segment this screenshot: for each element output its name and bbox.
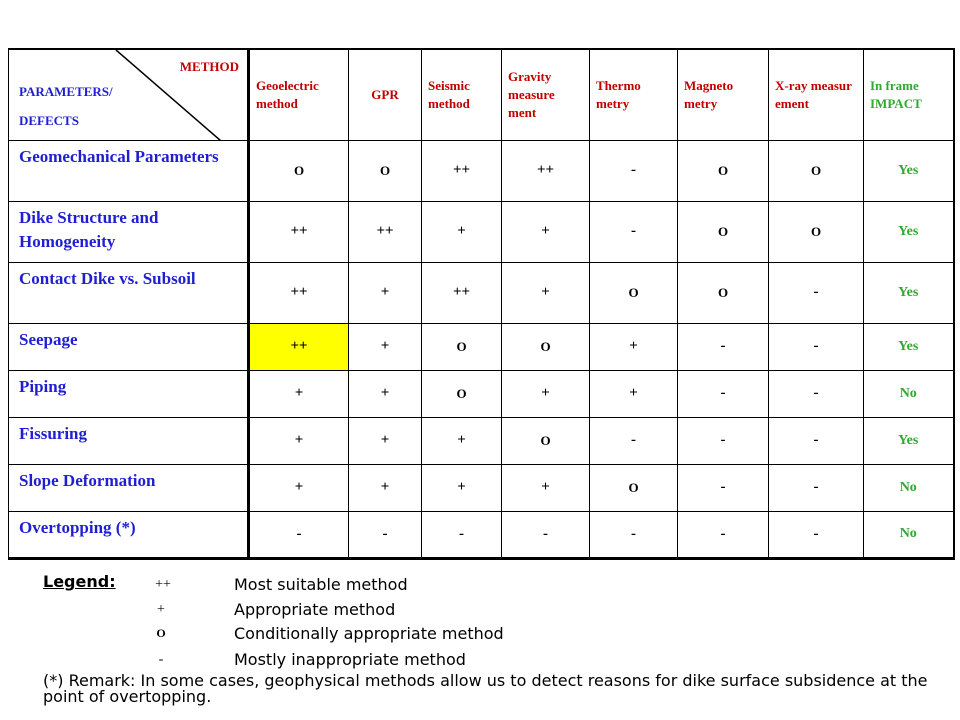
rating-cell: - — [422, 511, 502, 558]
rating-cell: O — [678, 201, 769, 262]
rating-cell: + — [349, 370, 422, 417]
rating-cell: + — [502, 464, 590, 511]
rating-cell: ++ — [422, 140, 502, 201]
rating-cell: O — [502, 417, 590, 464]
row-label: Piping — [9, 370, 249, 417]
table-row — [9, 511, 954, 558]
method-header-xray: X-ray measur ement — [769, 49, 864, 140]
impact-cell: Yes — [864, 262, 954, 323]
rating-cell: - — [590, 140, 678, 201]
rating-cell: - — [769, 262, 864, 323]
rating-cell: ++ — [422, 262, 502, 323]
table-row — [9, 262, 954, 323]
table-row — [9, 323, 954, 370]
suitability-matrix-table — [8, 48, 955, 560]
table-row — [9, 370, 954, 417]
method-header-magnetometry: Magneto metry — [678, 49, 769, 140]
rating-cell: + — [349, 262, 422, 323]
impact-cell: Yes — [864, 201, 954, 262]
header-row — [9, 49, 954, 140]
rating-cell: O — [678, 140, 769, 201]
row-label: Fissuring — [9, 417, 249, 464]
row-label: Geomechanical Parameters — [9, 140, 249, 201]
method-header-gravity: Gravity measure ment — [502, 49, 590, 140]
method-header-gpr: GPR — [349, 49, 422, 140]
rating-cell: - — [249, 511, 349, 558]
rating-cell: + — [349, 323, 422, 370]
rating-cell: + — [502, 370, 590, 417]
legend-symbol: O — [156, 626, 166, 640]
impact-cell: Yes — [864, 417, 954, 464]
row-label: Dike Structure and Homogeneity — [9, 201, 249, 262]
method-header-geoelectric: Geoelectric method — [249, 49, 349, 140]
legend-symbol: - — [158, 652, 164, 667]
rating-cell: + — [590, 323, 678, 370]
corner-defects-label: DEFECTS — [19, 113, 79, 128]
rating-cell: - — [769, 417, 864, 464]
rating-cell: - — [769, 464, 864, 511]
rating-cell: O — [590, 262, 678, 323]
table-row — [9, 417, 954, 464]
legend-description: Most suitable method — [234, 575, 408, 594]
rating-cell: + — [502, 201, 590, 262]
legend-description: Conditionally appropriate method — [234, 624, 504, 643]
remark-note: (*) Remark: In some cases, geophysical methods allow us to detect reasons for dike surface subsidence at the point of overtopping. — [43, 671, 928, 706]
rating-cell: O — [349, 140, 422, 201]
rating-cell: ++ — [502, 140, 590, 201]
rating-cell: O — [678, 262, 769, 323]
table-row — [9, 464, 954, 511]
rating-cell: + — [349, 464, 422, 511]
rating-cell: - — [678, 464, 769, 511]
corner-method-label: METHOD — [179, 59, 239, 74]
corner-parameters-label: PARAMETERS/ — [19, 84, 113, 99]
rating-cell: + — [590, 370, 678, 417]
method-header-seismic: Seismic method — [422, 49, 502, 140]
rating-cell: - — [678, 323, 769, 370]
rating-cell: - — [678, 370, 769, 417]
table-row — [9, 140, 954, 201]
legend-symbol: ++ — [155, 577, 171, 592]
impact-cell: No — [864, 370, 954, 417]
rating-cell: - — [590, 511, 678, 558]
rating-cell: O — [590, 464, 678, 511]
legend-description: Appropriate method — [234, 600, 396, 619]
rating-cell: - — [769, 370, 864, 417]
row-label: Contact Dike vs. Subsoil — [9, 262, 249, 323]
rating-cell: O — [769, 201, 864, 262]
rating-cell: O — [422, 323, 502, 370]
rating-cell: + — [249, 464, 349, 511]
impact-cell: No — [864, 464, 954, 511]
method-header-thermometry: Thermo metry — [590, 49, 678, 140]
legend-description: Mostly inappropriate method — [234, 650, 466, 669]
rating-cell: ++ — [249, 323, 349, 370]
impact-cell: No — [864, 511, 954, 558]
rating-cell: ++ — [249, 201, 349, 262]
impact-cell: Yes — [864, 323, 954, 370]
rating-cell: + — [349, 417, 422, 464]
rating-cell: - — [349, 511, 422, 558]
rating-cell: + — [422, 417, 502, 464]
rating-cell: - — [502, 511, 590, 558]
rating-cell: - — [678, 417, 769, 464]
rating-cell: + — [422, 464, 502, 511]
rating-cell: + — [502, 262, 590, 323]
rating-cell: + — [422, 201, 502, 262]
rating-cell: + — [249, 370, 349, 417]
legend-title: Legend: — [43, 572, 116, 591]
row-label: Overtopping (*) — [9, 511, 249, 558]
rating-cell: ++ — [349, 201, 422, 262]
impact-cell: Yes — [864, 140, 954, 201]
rating-cell: ++ — [249, 262, 349, 323]
rating-cell: O — [502, 323, 590, 370]
rating-cell: - — [590, 201, 678, 262]
rating-cell: O — [249, 140, 349, 201]
table-row — [9, 201, 954, 262]
legend-symbol: + — [157, 602, 165, 617]
rating-cell: - — [678, 511, 769, 558]
rating-cell: - — [590, 417, 678, 464]
rating-cell: O — [769, 140, 864, 201]
method-header-inframe-impact: In frame IMPACT — [864, 49, 954, 140]
corner-header-cell — [9, 49, 249, 140]
rating-cell: - — [769, 323, 864, 370]
rating-cell: - — [769, 511, 864, 558]
row-label: Slope Deformation — [9, 464, 249, 511]
rating-cell: + — [249, 417, 349, 464]
rating-cell: O — [422, 370, 502, 417]
row-label: Seepage — [9, 323, 249, 370]
